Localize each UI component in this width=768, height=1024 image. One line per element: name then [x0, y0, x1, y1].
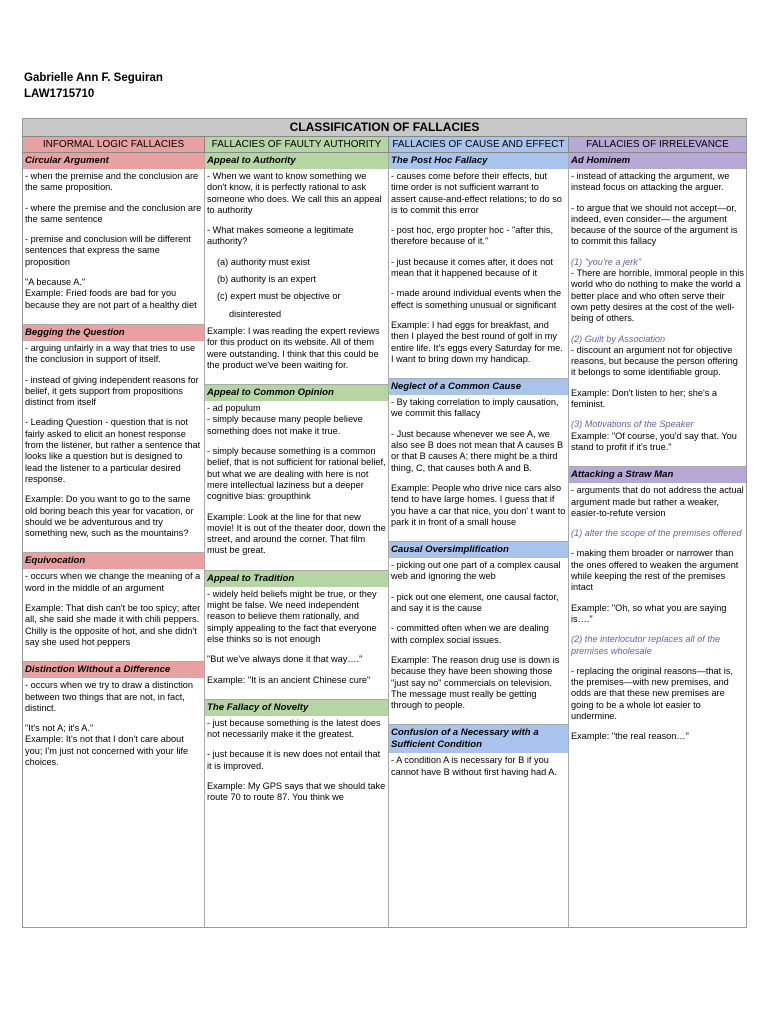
fallacy-section	[389, 153, 568, 379]
fallacy-paragraph: - occurs when we try to draw a distinction between two things that are not, in fact, distinct.	[25, 680, 193, 713]
fallacy-title: Begging the Question	[23, 325, 204, 341]
fallacy-body	[205, 401, 388, 570]
column-headers	[23, 137, 746, 153]
fallacy-paragraph: - simply because something is a common belief, that is not sufficient for rational belief, but what we are dealing with here is not mere intellectual laziness but a deeper cognitive bias: groupthink	[207, 446, 386, 502]
fallacy-title: Attacking a Straw Man	[569, 467, 746, 483]
fallacy-paragraph: Example: Look at the line for that new movie! It is out of the theater door, down the street, and around the corner. That film must be great.	[207, 511, 386, 556]
fallacy-paragraph: - When we want to know something we don't know, it is perfectly rational to ask someone who does. We call this an appeal to authority	[207, 171, 382, 215]
column-header-authority: FALLACIES OF FAULTY AUTHORITY	[205, 137, 389, 152]
fallacy-paragraph: - instead of giving independent reasons for belief, it gets support from propositions distinct from itself	[25, 374, 199, 408]
fallacy-body	[23, 169, 204, 324]
fallacy-section	[23, 553, 204, 662]
column-header-irrelevance: FALLACIES OF IRRELEVANCE	[569, 137, 746, 152]
fallacy-paragraph: - just because it comes after, it does not mean that it happened because of it	[391, 256, 553, 279]
fallacy-title: Causal Oversimplification	[389, 542, 568, 558]
fallacy-title: Appeal to Authority	[205, 153, 388, 169]
fallacy-title: Equivocation	[23, 553, 204, 569]
fallacy-paragraph: - picking out one part of a complex causal web and ignoring the web	[391, 560, 561, 582]
fallacy-body	[205, 169, 388, 384]
fallacy-body	[569, 483, 746, 755]
fallacy-title: Confusion of a Necessary with a Sufficient Condition	[389, 725, 568, 753]
fallacy-paragraph: - to argue that we should not accept—or, indeed, even consider— the argument because of the source of the argument is to commit this fallacy	[571, 202, 738, 247]
fallacy-section	[569, 153, 746, 467]
fallacy-paragraph: Example: "Oh, so what you are saying is…."	[571, 602, 727, 624]
fallacy-paragraph: "A because A."	[25, 277, 86, 288]
fallacy-paragraph: - made around individual events when the effect is something unusual or significant	[391, 288, 562, 310]
column-informal	[23, 153, 205, 928]
fallacy-paragraph: (2) Guilt by Association	[571, 333, 666, 344]
fallacy-paragraph: - post hoc, ergo propter hoc - "after this, therefore because of it."	[391, 225, 554, 247]
fallacy-paragraph: Example: I was reading the expert reviews for this product on its website. All of them were outstanding. I think that this could be the product we've been waiting for.	[207, 325, 380, 370]
column-header-informal: INFORMAL LOGIC FALLACIES	[23, 137, 205, 152]
fallacy-paragraph: (2) the interlocutor replaces all of the premises wholesale	[571, 634, 721, 656]
fallacy-paragraph: - making them broader or narrower than the ones offered to weaken the argument while keeping the rest of the premises intact	[571, 548, 739, 593]
fallacy-section	[389, 725, 568, 791]
fallacy-section	[205, 385, 388, 571]
fallacy-title: Circular Argument	[23, 153, 204, 169]
fallacy-paragraph: Example: Don't listen to her; she's a feminist.	[571, 387, 717, 410]
fallacy-title: Appeal to Tradition	[205, 571, 388, 587]
fallacy-title: Neglect of a Common Cause	[389, 379, 568, 395]
fallacy-section	[569, 467, 746, 755]
fallacy-paragraph: - premise and conclusion will be different sentences that express the same proposition	[25, 234, 191, 267]
fallacy-body	[389, 169, 568, 378]
fallacy-section	[23, 662, 204, 781]
fallacy-paragraph: Example: It's not that I don't care about you; I'm just not concerned with your life choices.	[25, 734, 189, 767]
fallacies-table	[22, 118, 747, 928]
column-header-cause-effect: FALLACIES OF CAUSE AND EFFECT	[389, 137, 569, 152]
fallacy-body	[389, 753, 568, 791]
fallacy-paragraph: Example: I had eggs for breakfast, and then I played the best round of golf in my entire life. It's eggs every Saturday for me. I want to bring down my handicap.	[391, 319, 563, 364]
fallacy-title: Distinction Without a Difference	[23, 662, 204, 678]
fallacy-paragraph: - arguments that do not address the actual argument made but rather a weaker, easier-to-refute version	[571, 485, 744, 518]
fallacy-paragraph: Example: "It is an ancient Chinese cure"	[207, 674, 371, 685]
fallacy-title: The Post Hoc Fallacy	[389, 153, 568, 169]
fallacy-paragraph: Example: That dish can't be too spicy; after all, she said she made it with chili peppers. Chilly is the opposite of hot, and she didn't say she used hot peppers	[25, 603, 201, 647]
fallacy-paragraph: - widely held beliefs might be true, or they might be false. We need independent reason to believe them rationally, and simply appealing to the fact that everyone else thinks so is not enough	[207, 588, 377, 644]
fallacy-paragraph: (3) Motivations of the Speaker	[571, 419, 694, 430]
fallacy-body	[23, 569, 204, 661]
fallacy-section	[389, 542, 568, 725]
fallacy-paragraph: "It's not A; it's A."	[25, 723, 94, 734]
fallacy-paragraph: Example: My GPS says that we should take route 70 to route 87. You think we	[207, 780, 386, 803]
fallacy-paragraph: (1) "you're a jerk"	[571, 256, 642, 267]
fallacy-paragraph: - committed often when we are dealing with complex social issues.	[391, 623, 549, 645]
fallacy-paragraph: Example: Do you want to go to the same old boring beach this year for vacation, or should we be adventurous and try something new, such as the mountains?	[25, 494, 194, 539]
fallacy-paragraph: - just because it is new does not entail that it is improved.	[207, 749, 381, 771]
fallacy-section	[205, 571, 388, 700]
column-authority	[205, 153, 389, 928]
fallacy-body	[23, 341, 204, 552]
fallacy-paragraph: - replacing the original reasons—that is, the premises—with new premises, and odds are that these new premises are going to be a whole lot easier to undermine.	[571, 665, 733, 721]
fallacy-paragraph: Example: Fried foods are bad for you because they are not part of a healthy diet	[25, 288, 197, 310]
fallacy-paragraph: - There are horrible, immoral people in this world who do nothing to make the world a better place and who often serve their own petty desires at the cost of the well-being of others.	[571, 268, 744, 324]
fallacy-paragraph: Example: "the real reason…"	[571, 731, 689, 742]
fallacy-paragraph: Example: The reason drug use is down is because they have been showing those "just say no" commercials on television. The message must really be getting through to people.	[391, 654, 560, 711]
author-id: LAW1715710	[24, 88, 95, 100]
fallacy-paragraph: - discount an argument not for objective reasons, but because the person offering it belongs to some identifiable group.	[571, 344, 738, 378]
fallacy-body	[205, 587, 388, 699]
fallacy-body	[389, 395, 568, 541]
table-title: CLASSIFICATION OF FALLACIES	[23, 119, 746, 137]
fallacy-body	[569, 169, 746, 466]
fallacy-paragraph: - What makes someone a legitimate authority?	[207, 225, 354, 247]
fallacy-section	[205, 700, 388, 817]
columns	[23, 153, 746, 928]
author-name: Gabrielle Ann F. Seguiran	[24, 72, 163, 84]
fallacy-section	[389, 379, 568, 542]
fallacy-paragraph: (1) alter the scope of the premises offered	[571, 528, 742, 539]
fallacy-section	[23, 325, 204, 553]
fallacy-paragraph: Example: People who drive nice cars also tend to have large homes. I guess that if you have a car that nice, you don' t want to park it in front of a small house	[391, 482, 566, 527]
fallacy-paragraph: - pick out one element, one causal factor, and say it is the cause	[391, 591, 559, 614]
fallacy-body	[205, 716, 388, 817]
fallacy-section	[205, 153, 388, 385]
fallacy-paragraph: - Leading Question - question that is not fairly asked to elicit an honest response from the listener, but rather a sentence that looks like a question but is designed to lead the listener to a particular desired response.	[25, 417, 201, 484]
fallacy-paragraph: - when the premise and the conclusion are the same proposition.	[25, 171, 199, 193]
fallacy-paragraph: - A condition A is necessary for B if you cannot have B without first having had A.	[391, 755, 557, 777]
fallacy-paragraph: (b) authority is an expert	[217, 274, 317, 285]
fallacy-paragraph: - causes come before their effects, but time order is not sufficient warrant to assert cause-and-effect relations; to do so is to commit this error	[391, 171, 562, 215]
fallacy-section	[23, 153, 204, 325]
fallacy-title: Appeal to Common Opinion	[205, 385, 388, 401]
fallacy-paragraph: (a) authority must exist	[217, 256, 310, 267]
fallacy-paragraph: - ad populum	[207, 403, 261, 414]
fallacy-paragraph: - occurs when we change the meaning of a word in the middle of an argument	[25, 571, 201, 593]
fallacy-paragraph: "But we've always done it that way…."	[207, 654, 363, 665]
fallacy-paragraph: - Just because whenever we see A, we also see B does not mean that A causes B or that B causes A; there might be a third thing, C, that causes both A and B.	[391, 428, 564, 473]
fallacy-title: Ad Hominem	[569, 153, 746, 169]
column-cause-effect	[389, 153, 569, 928]
fallacy-paragraph: (c) expert must be objective or	[217, 291, 341, 302]
fallacy-paragraph: - just because something is the latest does not necessarily make it the greatest.	[207, 717, 381, 740]
fallacy-paragraph: disinterested	[229, 308, 282, 319]
fallacy-paragraph: - arguing unfairly in a way that tries to use the conclusion in support of itself.	[25, 342, 196, 365]
fallacy-body	[23, 678, 204, 781]
fallacy-paragraph: - By taking correlation to imply causation, we commit this fallacy	[391, 397, 559, 419]
fallacy-paragraph: Example: "Of course, you'd say that. You stand to profit if it's true."	[571, 430, 737, 452]
fallacy-paragraph: - simply because many people believe something does not make it true.	[207, 414, 363, 436]
fallacy-body	[389, 558, 568, 724]
fallacy-paragraph: - instead of attacking the argument, we instead focus on attacking the arguer.	[571, 171, 730, 193]
fallacy-paragraph: - where the premise and the conclusion are the same sentence	[25, 202, 202, 224]
column-irrelevance	[569, 153, 746, 928]
fallacy-title: The Fallacy of Novelty	[205, 700, 388, 716]
